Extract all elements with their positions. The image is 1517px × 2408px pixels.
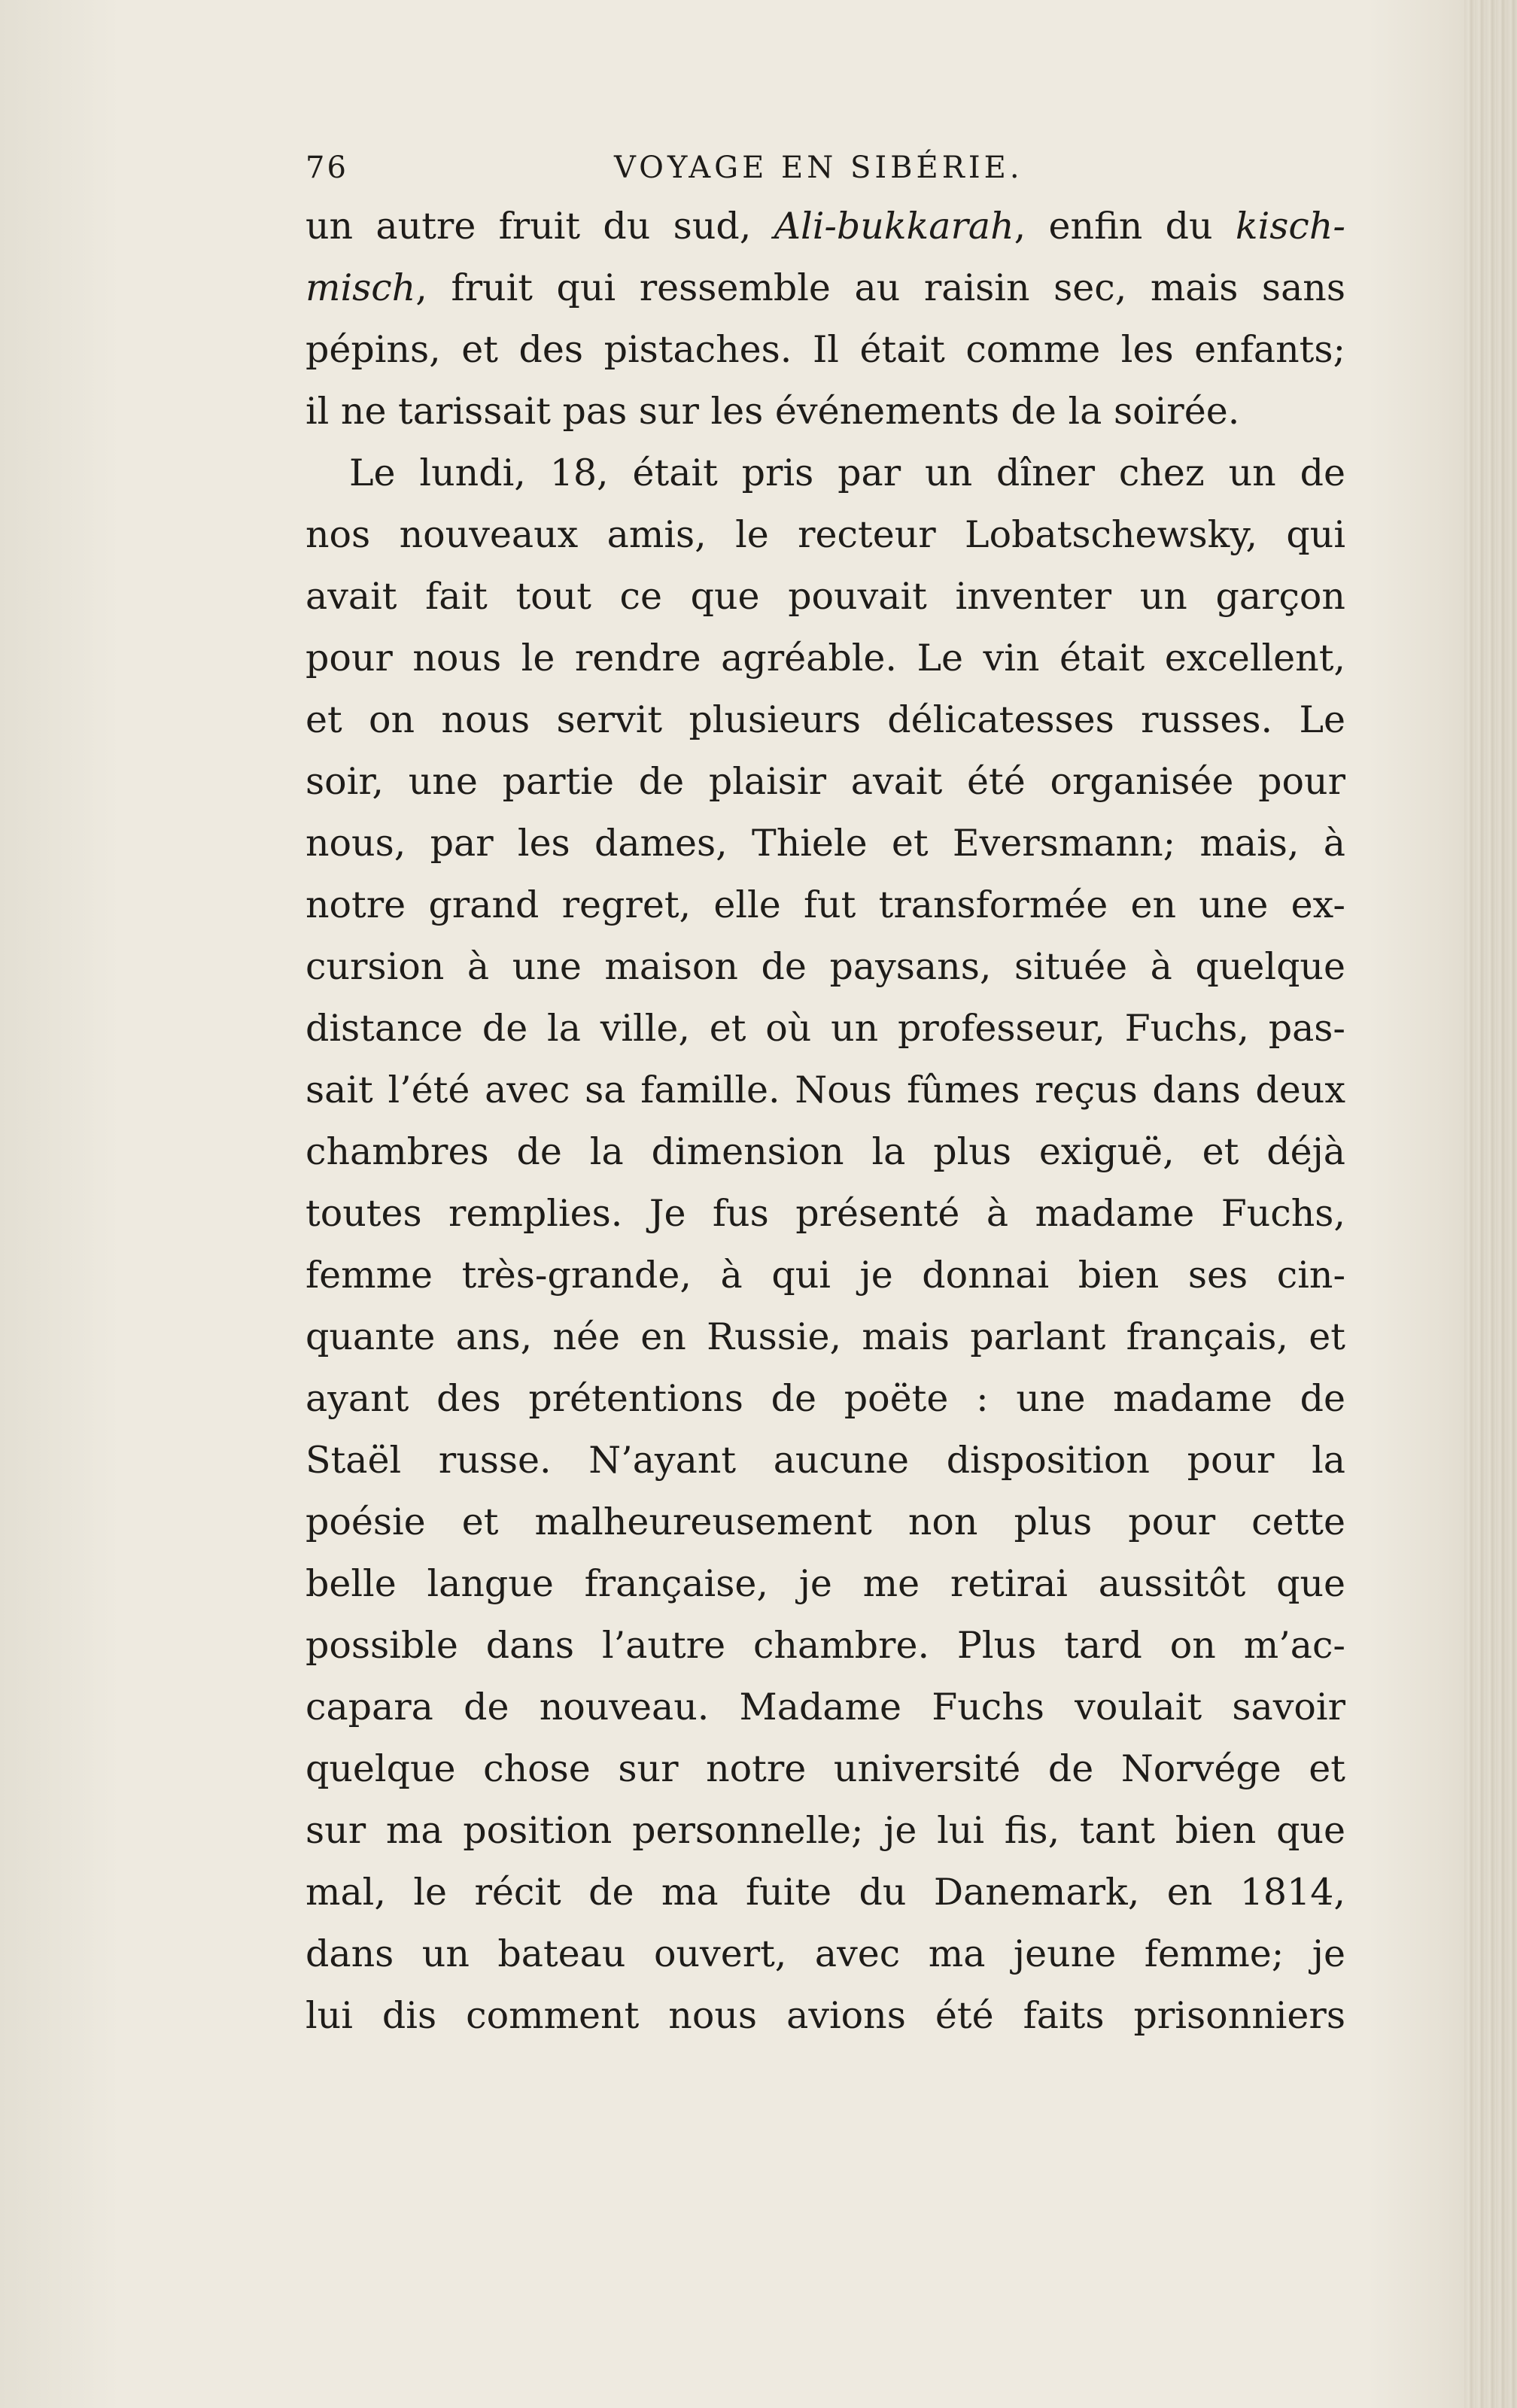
text-line: quelque chose sur notre université de Norvége et	[306, 1747, 1345, 1790]
book-title: VOYAGE EN SIBÉRIE.	[614, 150, 1023, 185]
text-line: toutes remplies. Je fus présenté à madame Fuchs,	[306, 1192, 1345, 1235]
body-text	[306, 196, 1345, 2047]
text-line: notre grand regret, elle fut transformée en une ex-	[306, 883, 1345, 926]
text-line: pour nous le rendre agréable. Le vin était excellent,	[306, 637, 1345, 680]
text-line: Staël russe. N’ayant aucune disposition pour la	[306, 1439, 1345, 1482]
text-run: , fruit qui ressemble au raisin sec, mais sans	[415, 266, 1345, 309]
text-line: nous, par les dames, Thiele et Eversmann; mais, à	[306, 822, 1345, 865]
text-line: soir, une partie de plaisir avait été organisée pour	[306, 760, 1345, 803]
text-line: et on nous servit plusieurs délicatesses russes. Le	[306, 698, 1345, 741]
text-line: sur ma position personnelle; je lui fis, tant bien que	[306, 1809, 1345, 1852]
text-line: quante ans, née en Russie, mais parlant français, et	[306, 1315, 1345, 1358]
text-line: distance de la ville, et où un professeur, Fuchs, pas-	[306, 1007, 1345, 1050]
text-line	[306, 257, 1345, 319]
text-line: capara de nouveau. Madame Fuchs voulait savoir	[306, 1686, 1345, 1728]
text-line: possible dans l’autre chambre. Plus tard on m’ac-	[306, 1624, 1345, 1667]
text-line: femme très-grande, à qui je donnai bien ses cin-	[306, 1254, 1345, 1297]
text-line: il ne tarissait pas sur les événements de la soirée.	[306, 390, 1240, 433]
text-line: sait l’été avec sa famille. Nous fûmes reçus dans deux	[306, 1069, 1345, 1111]
text-line: nos nouveaux amis, le recteur Lobatschewsky, qui	[306, 513, 1345, 556]
text-run: un autre fruit du sud,	[306, 205, 774, 248]
text-block	[306, 150, 1345, 2047]
text-run: , enfin du	[1014, 205, 1236, 248]
text-line: poésie et malheureusement non plus pour cette	[306, 1500, 1345, 1543]
text-line: mal, le récit de ma fuite du Danemark, en 1814,	[306, 1871, 1345, 1914]
italic-term: kisch-	[1235, 205, 1345, 248]
text-line: Le lundi, 18, était pris par un dîner chez un de	[349, 451, 1345, 494]
italic-term: Ali-bukkarah	[774, 205, 1014, 248]
text-line	[306, 196, 1345, 257]
running-head	[306, 150, 1345, 196]
text-line: lui dis comment nous avions été faits prisonniers	[306, 1994, 1345, 2037]
italic-term: misch	[306, 266, 416, 309]
text-line: chambres de la dimension la plus exiguë, et déjà	[306, 1130, 1345, 1173]
page-number: 76	[306, 150, 348, 185]
text-line: dans un bateau ouvert, avec ma jeune femme; je	[306, 1932, 1345, 1975]
text-line: pépins, et des pistaches. Il était comme les enfants;	[306, 328, 1345, 371]
text-line: avait fait tout ce que pouvait inventer un garçon	[306, 575, 1345, 618]
text-line: ayant des prétentions de poëte : une madame de	[306, 1377, 1345, 1420]
text-line: cursion à une maison de paysans, située à quelque	[306, 945, 1345, 988]
page-edge	[1464, 0, 1517, 2408]
text-line: belle langue française, je me retirai aussitôt que	[306, 1562, 1345, 1605]
